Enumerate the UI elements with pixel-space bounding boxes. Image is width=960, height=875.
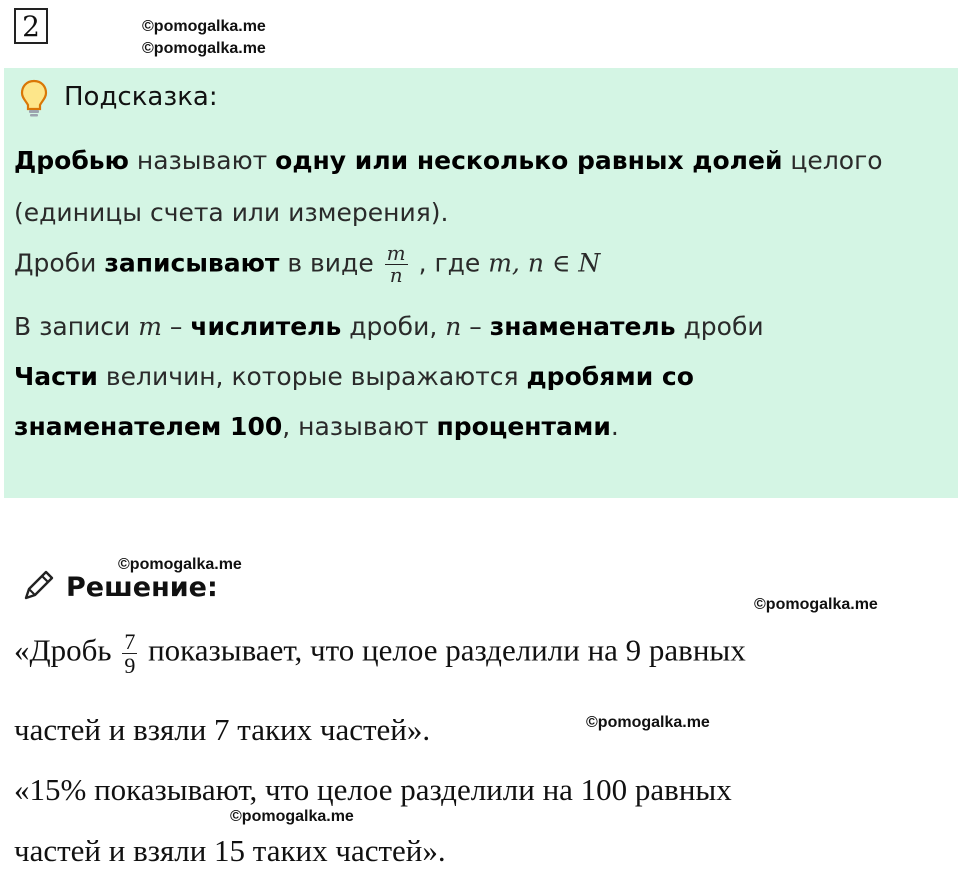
solution-line: «Дробь $\frac{7}{9}$ показывает, что целое разделили на 9 равных (14, 629, 746, 679)
pencil-icon (18, 566, 58, 606)
solution-line: частей и взяли 7 таких частей». (14, 712, 431, 747)
hint-definition-line: (единицы счета или измерения). (14, 198, 449, 227)
watermark: ©pomogalka.me (142, 18, 266, 35)
solution-line: частей и взяли 15 таких частей». (14, 833, 446, 868)
fraction-seven-ninths: $\frac{7}{9}$ (124, 629, 136, 679)
hint-title: Подсказка: (64, 82, 218, 112)
task-number: 2 (14, 8, 48, 44)
solution-line: «15% показывают, что целое разделили на 100 равных (14, 772, 732, 807)
hint-definition-line: Дробью называют одну или несколько равных долей целого (14, 146, 883, 175)
watermark: ©pomogalka.me (230, 808, 354, 825)
watermark: ©pomogalka.me (586, 714, 710, 731)
hint-percent-line: Части величин, которые выражаются дробями со (14, 362, 694, 391)
fraction-m-over-n: $\frac{m}{n}$ (386, 241, 406, 287)
solution-title: Решение: (66, 572, 218, 603)
hint-percent-line: знаменателем 100, называют процентами. (14, 412, 619, 441)
hint-notation-line: Дроби записывают в виде $\frac{m}{n}$ , где m, n ∈ N (14, 241, 601, 287)
hint-terms-line: В записи m – числитель дроби, n – знаменатель дроби (14, 312, 764, 341)
lightbulb-icon (18, 78, 50, 118)
watermark: ©pomogalka.me (754, 596, 878, 613)
watermark: ©pomogalka.me (118, 556, 242, 573)
watermark: ©pomogalka.me (142, 40, 266, 57)
